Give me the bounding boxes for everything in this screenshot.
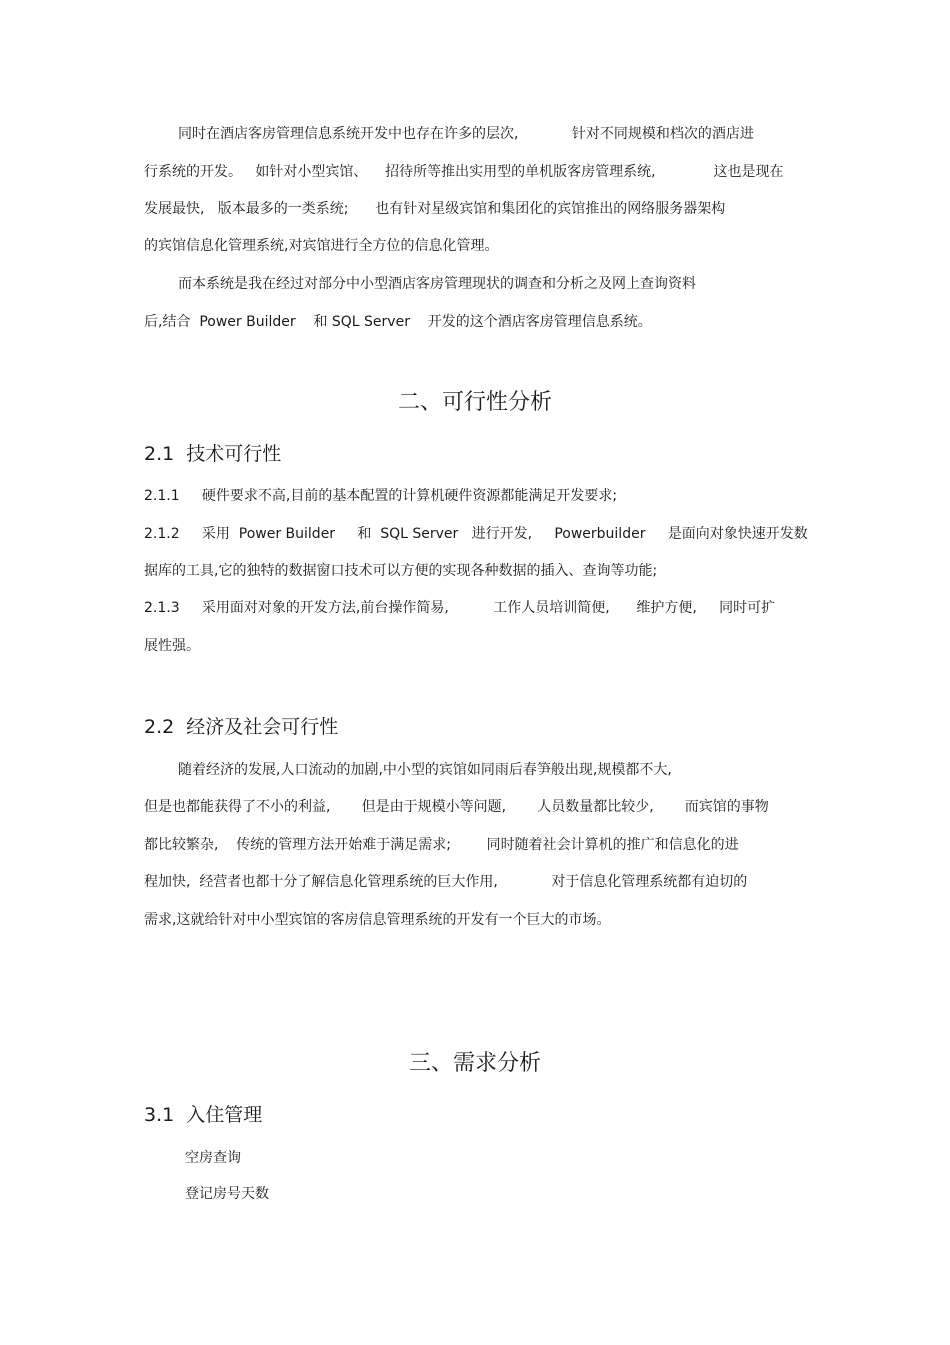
intro-p1-line-2: 行系统的开发。 如针对小型宾馆、 招待所等推出实用型的单机版客房管理系统, 这也是现在 — [144, 164, 784, 180]
section-2-1-line-2: 2.1.2 采用 Power Builder 和 SQL Server 进行开发, Powerbuilder 是面向对象快速开发数 — [144, 526, 808, 542]
intro-p2-line-2: 后,结合 Power Builder 和 SQL Server 开发的这个酒店客房管理信息系统。 — [144, 314, 652, 330]
section-2-1-line-4: 2.1.3 采用面对对象的开发方法,前台操作简易, 工作人员培训简便, 维护方便, 同时可扩 — [144, 600, 776, 616]
intro-p1-line-3: 发展最快, 版本最多的一类系统; 也有针对星级宾馆和集团化的宾馆推出的网络服务器架构 — [144, 201, 726, 217]
section-3-1-heading: 3.1 入住管理 — [144, 1104, 263, 1126]
intro-p1-line-1: 同时在酒店客房管理信息系统开发中也存在许多的层次, 针对不同规模和档次的酒店进 — [178, 126, 754, 142]
section-2-1-heading: 2.1 技术可行性 — [144, 443, 282, 465]
section-2-2-line-3: 都比较繁杂, 传统的管理方法开始难于满足需求; 同时随着社会计算机的推广和信息化的进 — [144, 837, 739, 853]
section-2-2-line-2: 但是也都能获得了不小的利益, 但是由于规模小等问题, 人员数量都比较少, 而宾馆的事物 — [144, 799, 769, 815]
section-2-1-line-3: 据库的工具,它的独特的数据窗口技术可以方便的实现各种数据的插入、查询等功能; — [144, 563, 658, 579]
section-2-2-line-5: 需求,这就给针对中小型宾馆的客房信息管理系统的开发有一个巨大的市场。 — [144, 912, 611, 928]
intro-p1-line-4: 的宾馆信息化管理系统,对宾馆进行全方位的信息化管理。 — [144, 238, 499, 254]
section-2-1-line-1: 2.1.1 硬件要求不高,目前的基本配置的计算机硬件资源都能满足开发要求; — [144, 488, 618, 504]
intro-p2-line-1: 而本系统是我在经过对部分中小型酒店客房管理现状的调查和分析之及网上查询资料 — [178, 276, 696, 292]
section-3-1-item-2: 登记房号天数 — [185, 1186, 269, 1202]
section-2-2-heading: 2.2 经济及社会可行性 — [144, 716, 339, 738]
chapter-3-title: 三、需求分析 — [408, 1051, 541, 1076]
section-3-1-item-1: 空房查询 — [185, 1150, 241, 1166]
section-2-2-line-1: 随着经济的发展,人口流动的加剧,中小型的宾馆如同雨后春笋般出现,规模都不大, — [178, 762, 672, 778]
chapter-2-title: 二、可行性分析 — [397, 390, 552, 415]
section-2-2-line-4: 程加快, 经营者也都十分了解信息化管理系统的巨大作用, 对于信息化管理系统都有迫切的 — [144, 874, 748, 890]
section-2-1-line-5: 展性强。 — [144, 638, 200, 654]
